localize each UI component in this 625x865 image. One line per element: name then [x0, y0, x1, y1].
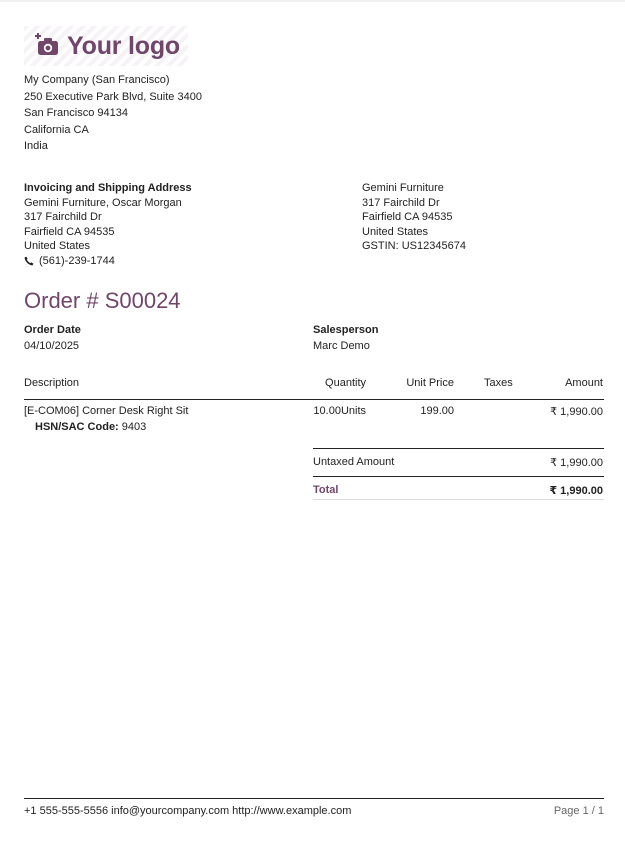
phone-icon [24, 256, 34, 266]
delivery-country: United States [362, 225, 429, 238]
untaxed-amount-label: Untaxed Amount [313, 456, 395, 468]
delivery-city: Fairfield CA 94535 [362, 211, 453, 224]
hsn-value: 9403 [121, 421, 147, 433]
row-quantity [294, 405, 366, 417]
header-description: Description [24, 377, 80, 389]
camera-plus-icon [35, 31, 61, 61]
untaxed-amount-value: ₹ 1,990.00 [550, 457, 603, 469]
company-logo [24, 26, 188, 66]
table-header-divider [24, 399, 604, 400]
totals-top-divider [313, 448, 604, 449]
order-title: Order # S00024 [24, 288, 181, 313]
billing-phone [24, 254, 192, 269]
header-amount: Amount [565, 377, 603, 389]
billing-country: United States [24, 240, 91, 253]
salesperson-value: Marc Demo [313, 340, 370, 352]
header-taxes: Taxes [484, 377, 513, 389]
company-country: India [24, 140, 48, 152]
delivery-address [362, 181, 466, 254]
order-date-block [24, 322, 81, 354]
phone-number: (561)-239-1744 [39, 254, 115, 267]
row-unit-price: 199.00 [420, 405, 454, 417]
total-value: ₹ 1,990.00 [549, 485, 603, 497]
footer-divider [24, 798, 604, 799]
billing-heading: Invoicing and Shipping Address [24, 182, 192, 194]
company-state: California CA [24, 123, 89, 136]
order-date-value: 04/10/2025 [24, 340, 80, 352]
billing-address [24, 181, 192, 269]
header-quantity: Quantity [325, 377, 366, 389]
order-date-label: Order Date [24, 324, 81, 336]
quantity-uom: Units [340, 405, 366, 417]
totals-bottom-divider [313, 499, 604, 500]
company-name: My Company (San Francisco) [24, 74, 170, 86]
page-number: Page 1 / 1 [553, 805, 604, 817]
header-unit-price: Unit Price [406, 377, 454, 389]
footer-contact: +1 555-555-5556 info@yourcompany.com http://www.example.com [24, 805, 352, 817]
billing-street: 317 Fairchild Dr [24, 211, 102, 224]
billing-name: Gemini Furniture, Oscar Morgan [24, 196, 182, 209]
row-hsn [35, 421, 146, 433]
company-city: San Francisco 94134 [24, 107, 128, 119]
billing-city: Fairfield CA 94535 [24, 225, 115, 238]
delivery-street: 317 Fairchild Dr [362, 196, 440, 209]
delivery-gstin: GSTIN: US12345674 [362, 240, 466, 253]
row-description: [E-COM06] Corner Desk Right Sit [24, 405, 189, 417]
salesperson-label: Salesperson [313, 324, 379, 336]
logo-text: Your logo [67, 31, 180, 60]
sales-order-document [24, 0, 604, 865]
company-address [24, 72, 202, 155]
salesperson-block [313, 322, 378, 354]
totals-middle-divider [313, 476, 604, 477]
total-label: Total [313, 484, 339, 496]
hsn-label: HSN/SAC Code: [35, 421, 119, 433]
company-street: 250 Executive Park Blvd, Suite 3400 [24, 90, 202, 103]
delivery-name: Gemini Furniture [362, 182, 444, 194]
row-amount: ₹ 1,990.00 [550, 406, 603, 418]
quantity-value: 10.00 [313, 405, 341, 417]
